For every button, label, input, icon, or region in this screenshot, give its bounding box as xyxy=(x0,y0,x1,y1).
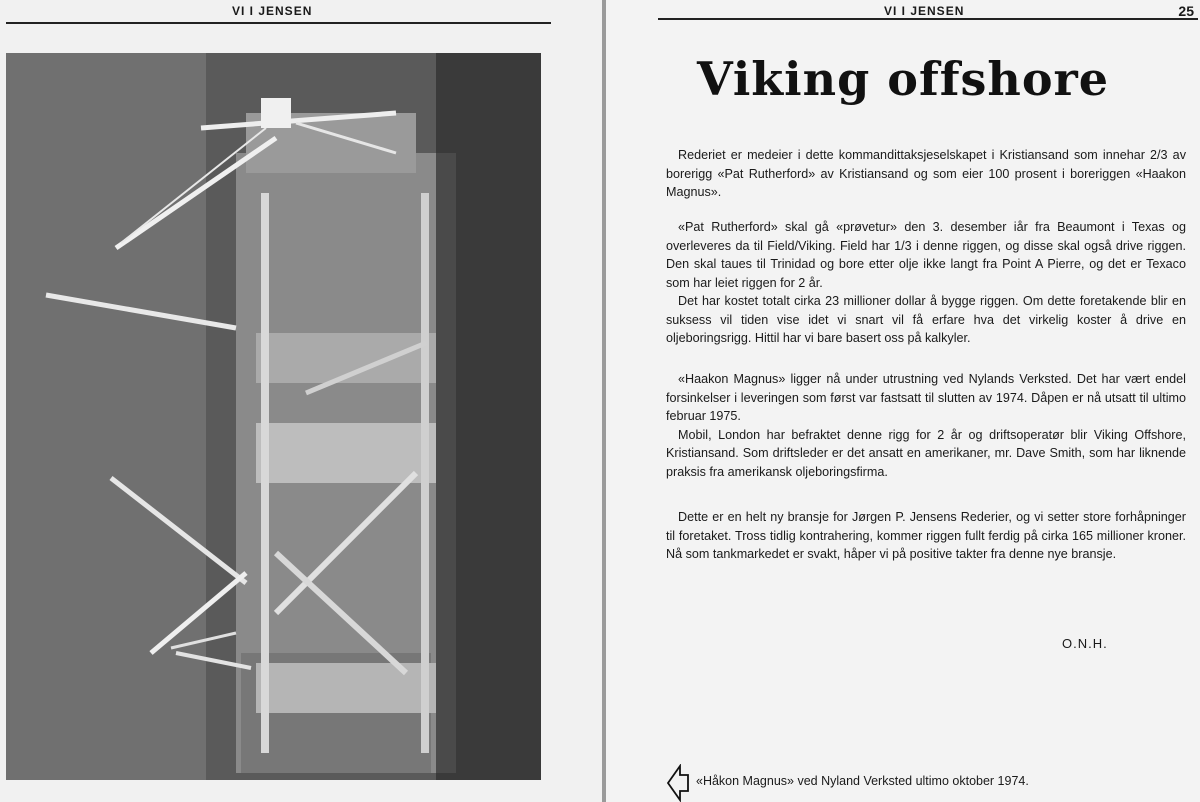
paragraph-text: Dette er en helt ny bransje for Jørgen P. Jensens Rederier, og vi setter store forhåpninger til foretaket. Tross tidlig kontrahering, kommer riggen fullt ferdig på cirka 165 millioner kroner. Nå som tankmarkedet er svakt, håper vi på positive takter fra denne nye bransje. xyxy=(666,510,1186,561)
page-number: 25 xyxy=(1178,3,1194,19)
drilling-rig-photo xyxy=(6,53,541,780)
paragraph-text: Rederiet er medeier i dette kommandittaksjeselskapet i Kristiansand som innehar 2/3 av borerigg «Pat Rutherford» av Kristiansand og som eier 100 prosent i boreriggen «Haakon Magnus». xyxy=(666,148,1186,199)
right-page xyxy=(606,0,1200,802)
paragraph-text: Mobil, London har befraktet denne rigg for 2 år og driftsoperatør blir Viking Offshore, Kristiansand. Som driftsleder er det ansatt en amerikaner, mr. Dave Smith, som har liknende praksis fra amerikansk oljeboringsfirma. xyxy=(666,427,1186,479)
caption-text: «Håkon Magnus» ved Nyland Verksted ultimo oktober 1974. xyxy=(696,774,1029,788)
paragraph-text: Det har kostet totalt cirka 23 millioner dollar å bygge riggen. Om dette foretakende blir en suksess vil tiden vise idet vi snart vil få erfare hva det virkelig koster å drive en oljeboringsrigg. Hittil har vi bare basert oss på kalkyler. xyxy=(666,294,1186,345)
author-signature: O.N.H. xyxy=(1062,636,1108,651)
paragraph-text: «Haakon Magnus» ligger nå under utrustning ved Nylands Verksted. Det har vært endel forsinkelser i leveringen som først var fastsatt til slutten av 1974. Dåpen er nå utsatt til ultimo februar 1975. xyxy=(666,372,1186,423)
paragraph-1 xyxy=(666,146,1186,202)
left-arrow-outline-icon xyxy=(666,764,690,802)
photo-caption xyxy=(666,764,1186,802)
header-rule-right xyxy=(658,18,1198,20)
running-head-left: VI I JENSEN xyxy=(232,4,313,18)
rig-illustration xyxy=(6,53,541,780)
header-rule-left xyxy=(6,22,551,24)
paragraph-4 xyxy=(666,508,1186,564)
article-title: Viking offshore xyxy=(696,52,1110,106)
paragraph-group-2 xyxy=(666,218,1186,348)
running-head-right: VI I JENSEN xyxy=(884,4,965,18)
paragraph-text: «Pat Rutherford» skal gå «prøvetur» den 3. desember iår fra Beaumont i Texas og overleveres da til Field/Viking. Field har 1/3 i denne riggen, og disse skal også drive riggen. Den skal taues til Trinidad og bore etter olje ikke langt fra Point A Pierre, og det er Texaco som har leiet riggen for 2 år. xyxy=(666,220,1186,290)
paragraph-group-3 xyxy=(666,370,1186,481)
